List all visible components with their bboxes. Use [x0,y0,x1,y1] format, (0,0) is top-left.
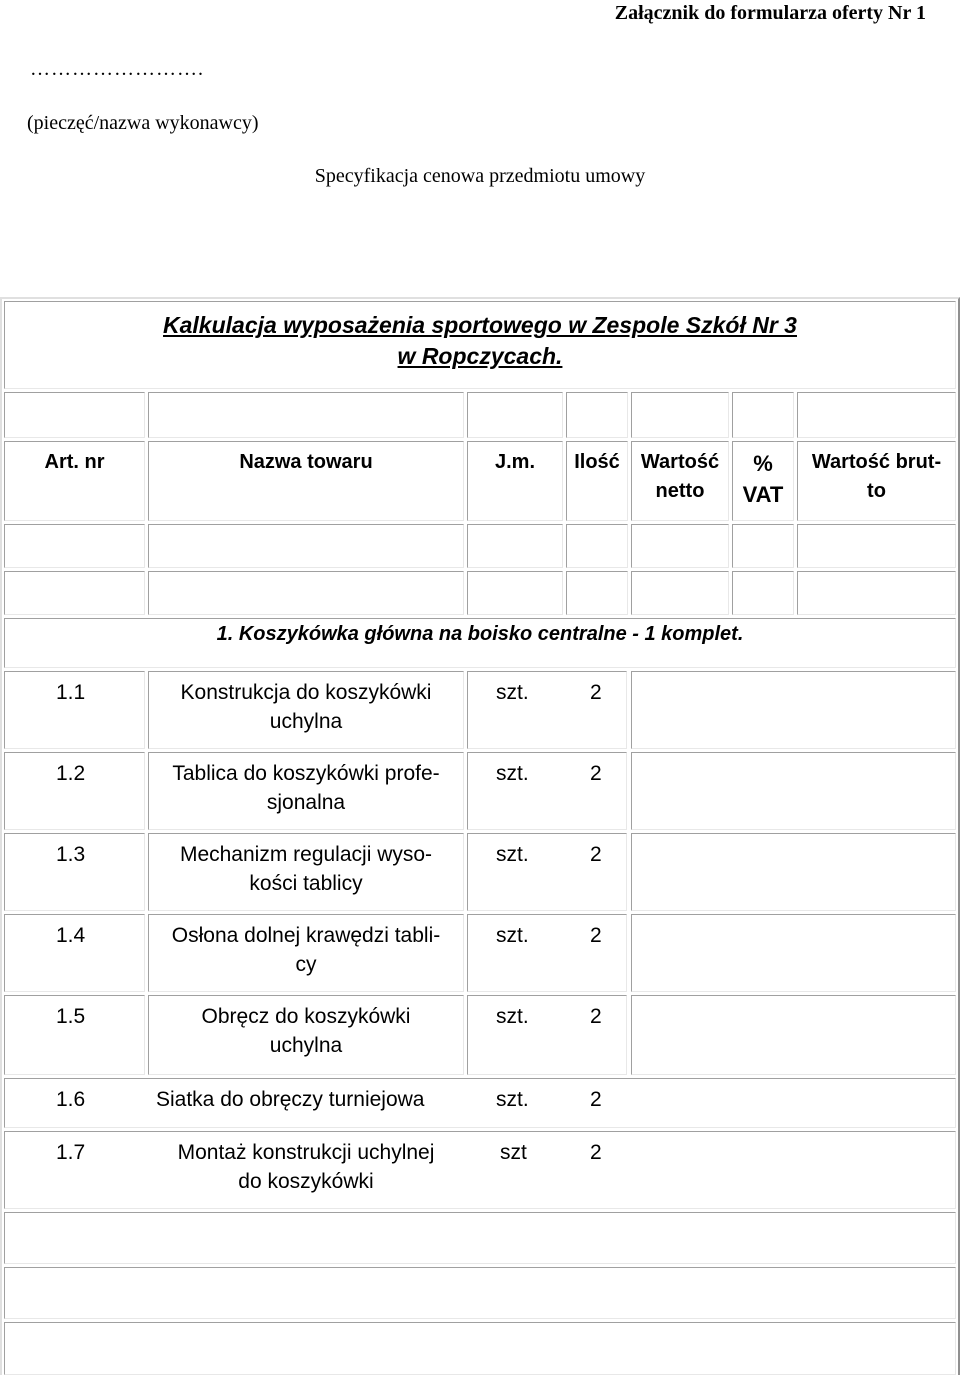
row-qty: 2 [590,762,602,785]
row-name-line-1: Tablica do koszykówki profe- [172,762,440,785]
column-netto-line-1: Wartość [640,451,720,473]
row-name-line-2: uchylna [269,710,343,733]
row-name-line-1: Montaż konstrukcji uchylnej [177,1141,435,1164]
row-frame [467,671,627,749]
empty-cell [631,524,729,568]
section-heading: 1. Koszykówka główna na boisko centralne - 1 komplet. [216,623,744,645]
row-frame [631,995,956,1075]
empty-cell [797,571,956,615]
empty-cell [732,524,794,568]
row-frame [467,995,627,1075]
row-name-line-2: sjonalna [266,791,346,814]
column-brutto-line-1: Wartość brut- [811,451,942,473]
row-qty: 2 [590,1088,602,1111]
empty-cell [4,524,145,568]
specification-title: Specyfikacja cenowa przedmiotu umowy [314,165,646,187]
row-name [148,1138,464,1196]
empty-cell [797,524,956,568]
table-title [0,310,960,372]
row-name [148,921,464,979]
column-netto [631,448,729,506]
row-number: 1.4 [56,924,86,947]
row-unit: szt. [496,762,529,785]
row-name [148,759,464,817]
row-frame [631,914,956,992]
row-name-line-2: cy [295,953,317,976]
row-number: 1.6 [56,1088,86,1111]
row-name-line-2: uchylna [269,1034,343,1057]
row-unit: szt. [496,1005,529,1028]
row-name-line-1: Konstrukcja do koszykówki [180,681,432,704]
row-frame [467,752,627,830]
row-name: Siatka do obręczy turniejowa [156,1088,425,1111]
row-name-line-2: do koszykówki [238,1170,374,1193]
empty-cell [566,524,628,568]
row-number: 1.3 [56,843,86,866]
empty-row [4,1322,956,1375]
table-title-line-2: w Ropczycach. [397,343,563,369]
contractor-dots: ……………………. [30,58,204,80]
column-name: Nazwa towaru [239,451,373,473]
row-name-line-2: kości tablicy [249,872,363,895]
row-frame [631,671,956,749]
row-frame [631,752,956,830]
empty-row [4,1212,956,1264]
row-qty: 2 [590,924,602,947]
row-qty: 2 [590,1005,602,1028]
row-number: 1.1 [56,681,86,704]
row-number: 1.5 [56,1005,86,1028]
row-unit: szt. [496,924,529,947]
empty-cell [631,392,729,438]
row-unit: szt. [496,1088,529,1111]
empty-cell [4,392,145,438]
empty-cell [797,392,956,438]
row-name-line-1: Osłona dolnej krawędzi tabli- [171,924,441,947]
column-vat-line-1: % [753,451,773,476]
column-vat [732,448,794,510]
empty-cell [4,571,145,615]
row-frame [467,833,627,911]
row-frame [4,1078,956,1128]
column-brutto [797,448,956,506]
attachment-label: Załącznik do formularza oferty Nr 1 [614,2,926,24]
contractor-stamp-label: (pieczęć/nazwa wykonawcy) [27,112,259,134]
row-frame [467,914,627,992]
empty-cell [631,571,729,615]
empty-cell [566,571,628,615]
empty-cell [566,392,628,438]
row-unit: szt. [496,681,529,704]
row-number: 1.2 [56,762,86,785]
empty-cell [732,571,794,615]
row-number: 1.7 [56,1141,86,1164]
column-unit: J.m. [494,451,536,473]
row-unit: szt. [496,843,529,866]
empty-cell [467,571,563,615]
column-brutto-line-2: to [867,480,886,502]
empty-cell [732,392,794,438]
empty-cell [148,524,464,568]
row-qty: 2 [590,681,602,704]
empty-cell [467,524,563,568]
row-frame [4,1131,956,1209]
row-name-line-1: Mechanizm regulacji wyso- [179,843,433,866]
row-name [148,840,464,898]
empty-cell [148,392,464,438]
column-qty: Ilość [574,451,620,473]
row-name-line-1: Obręcz do koszykówki [201,1005,411,1028]
empty-cell [148,571,464,615]
column-netto-line-2: netto [655,480,705,502]
empty-cell [467,392,563,438]
row-frame [631,833,956,911]
column-art: Art. nr [44,451,105,473]
row-qty: 2 [590,843,602,866]
row-qty: 2 [590,1141,602,1164]
empty-row [4,1267,956,1319]
row-name [148,678,464,736]
row-name [148,1002,464,1060]
table-title-line-1: Kalkulacja wyposażenia sportowego w Zespole Szkół Nr 3 [163,312,797,338]
row-unit: szt [500,1141,527,1164]
column-vat-line-2: VAT [742,482,784,507]
